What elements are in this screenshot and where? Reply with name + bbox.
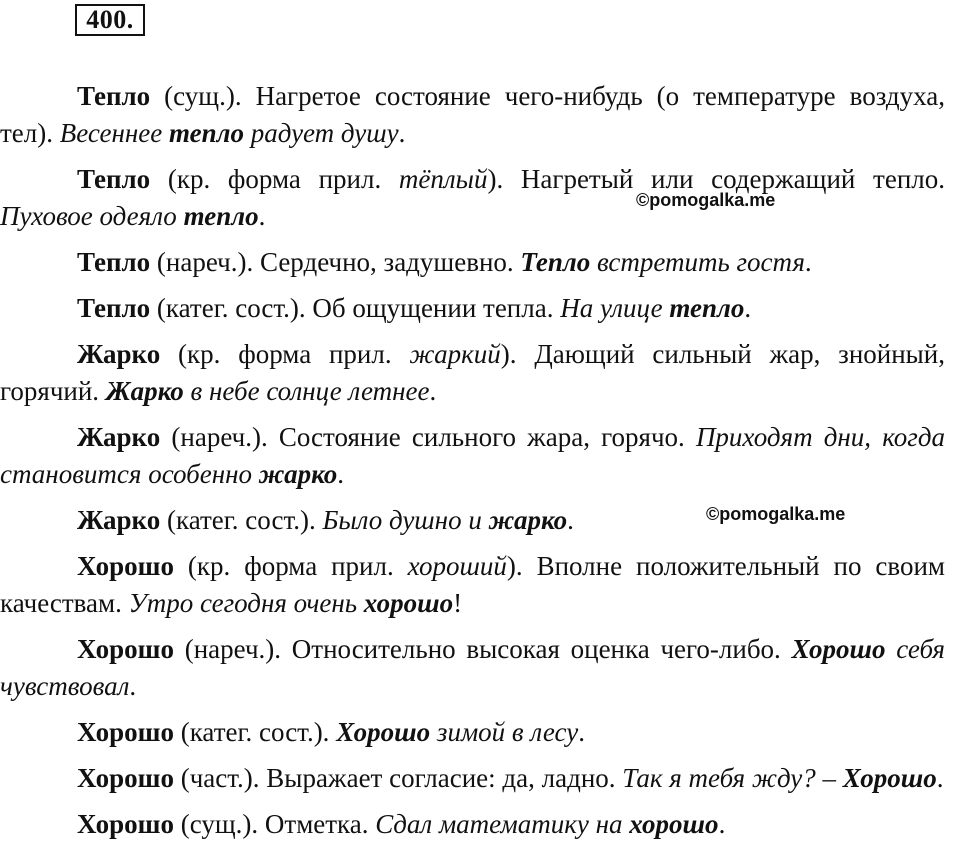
usage-example [336,717,578,747]
punctuation: . [429,376,437,406]
example-text: себя чувствовал [0,634,945,701]
example-keyword: жарко [488,505,568,535]
dictionary-entry [0,336,945,410]
dictionary-entry [0,161,945,235]
grammar-note: (кр. форма прил. [150,164,399,194]
punctuation: . [578,717,585,747]
example-text: Было душно и [322,505,489,535]
base-form: хороший [407,551,507,581]
punctuation: . [258,201,266,231]
headword: Тепло [77,81,151,111]
punctuation: . [129,671,137,701]
example-text: На улице [560,293,670,323]
punctuation: . [337,459,345,489]
usage-example [322,505,567,535]
grammar-note: (катег. сост.). [173,717,337,747]
example-keyword: Хорошо [791,634,886,664]
example-text: Утро сегодня очень [128,588,364,618]
example-keyword: Хорошо [336,717,431,747]
example-text: радует душу [244,118,399,148]
usage-example [375,809,718,839]
grammar-note-end: ). [506,551,537,581]
example-keyword: Хорошо [842,763,937,793]
definition: Выражает согласие: да, ладно. [266,763,623,793]
example-text: Так я тебя жду? – [622,763,843,793]
dictionary-entry [0,244,945,281]
example-text: зимой в лесу [430,717,579,747]
headword: Хорошо [77,717,174,747]
dictionary-entry [0,548,945,622]
headword: Жарко [77,505,161,535]
definition: Дающий сильный жар, знойный, горячий. [0,339,946,406]
exercise-number: 400. [86,5,134,34]
headword: Жарко [77,339,161,369]
definition: Об ощущении тепла. [312,293,561,323]
usage-example [560,293,744,323]
grammar-note-end: ). [500,339,535,369]
example-keyword: Тепло [520,247,591,277]
punctuation: . [567,505,574,535]
example-text: Пуховое одеяло [0,201,184,231]
grammar-note-end: ). [487,164,521,194]
example-keyword: тепло [669,293,745,323]
grammar-note: (катег. сост.). [160,505,323,535]
punctuation: . [718,809,726,839]
definition: Сердечно, задушевно. [259,247,521,277]
usage-example [106,376,430,406]
definition: Нагретое состояние чего-нибудь (о температуре воздуха, тел). [0,81,946,148]
definition: Нагретый или содержащий тепло. [520,164,945,194]
example-keyword: тепло [169,118,245,148]
dictionary-entry [0,760,945,797]
grammar-note: (катег. сост.). [150,293,313,323]
punctuation: . [398,118,406,148]
example-keyword: тепло [183,201,259,231]
definition: Состояние сильного жара, горячо. [278,422,696,452]
headword: Тепло [77,164,151,194]
example-text: встретить гостя [590,247,805,277]
headword: Хорошо [77,551,174,581]
grammar-note: (сущ.). [150,81,256,111]
dictionary-entry [0,806,945,843]
base-form: жаркий [409,339,501,369]
punctuation: . [804,247,812,277]
example-text: Сдал математику на [375,809,630,839]
exercise-number-box [75,4,145,36]
usage-example [622,763,936,793]
base-form: тёплый [398,164,488,194]
usage-example [129,588,453,618]
grammar-note: (нареч.). [150,247,260,277]
headword: Хорошо [77,634,174,664]
example-text: в небе солнце летнее [183,376,430,406]
definition: Относительно высокая оценка чего-либо. [291,634,792,664]
watermark: ©pomogalka.me [636,190,776,210]
dictionary-entry [0,290,945,327]
punctuation: . [936,763,944,793]
example-keyword: Жарко [105,376,184,406]
dictionary-entry [0,714,945,751]
punctuation: . [744,293,752,323]
grammar-note: (сущ.). [173,809,265,839]
usage-example [0,201,259,231]
headword: Хорошо [77,809,174,839]
grammar-note: (нареч.). [173,634,292,664]
usage-example [60,118,399,148]
grammar-note: (кр. форма прил. [173,551,408,581]
grammar-note: (кр. форма прил. [160,339,410,369]
headword: Хорошо [77,763,174,793]
punctuation: ! [453,588,463,618]
example-text: Весеннее [59,118,169,148]
headword: Тепло [77,247,151,277]
definition: Вполне положительный по своим качествам. [0,551,946,618]
dictionary-entries [0,78,945,852]
watermark: ©pomogalka.me [706,504,846,524]
usage-example [520,247,805,277]
dictionary-entry [0,78,945,152]
example-keyword: хорошо [629,809,719,839]
example-text: Приходят дни, когда становится особенно [0,422,945,489]
definition: Отметка. [264,809,376,839]
dictionary-entry [0,419,945,493]
headword: Жарко [77,422,161,452]
example-keyword: хорошо [363,588,454,618]
grammar-note: (нареч.). [160,422,279,452]
grammar-note: (част.). [173,763,267,793]
headword: Тепло [77,293,151,323]
dictionary-entry [0,631,945,705]
example-keyword: жарко [258,459,338,489]
